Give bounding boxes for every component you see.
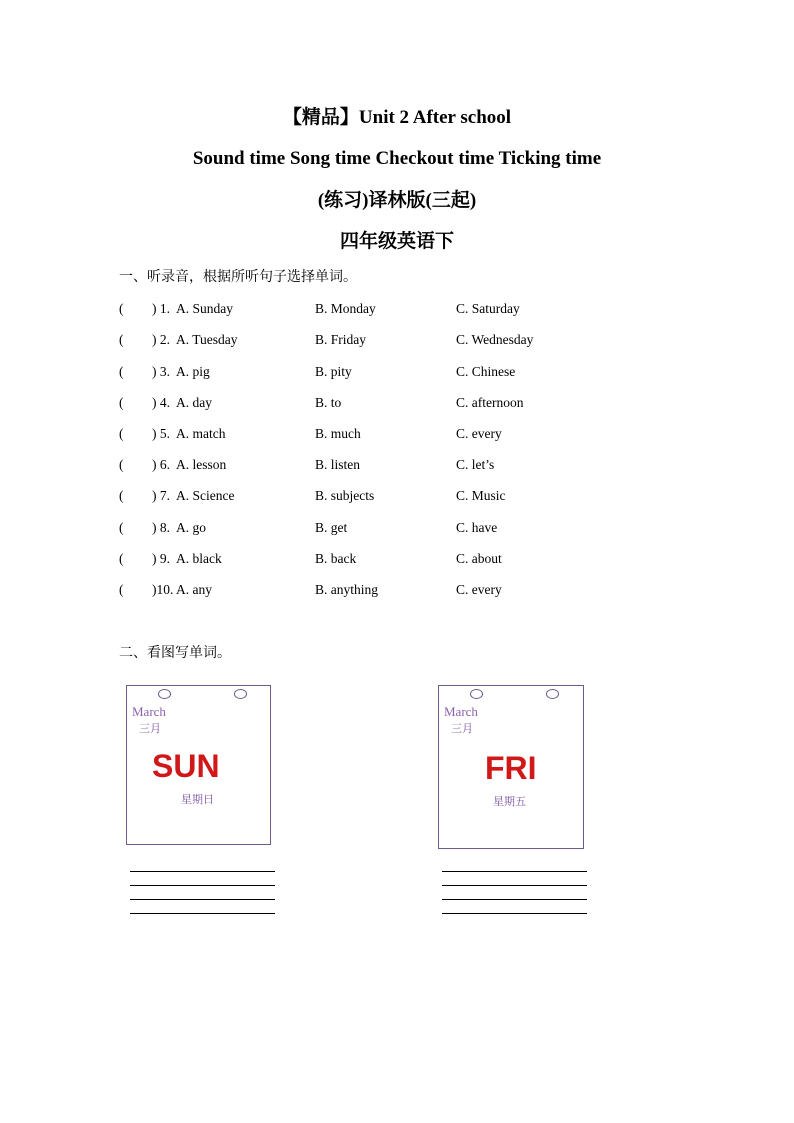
question-row [119, 519, 679, 537]
option-b: B. get [315, 520, 348, 535]
question-row [119, 394, 679, 412]
answer-blank[interactable]: ( [119, 551, 124, 566]
option-a: A. go [176, 520, 206, 535]
option-b: B. anything [315, 582, 378, 597]
calendar-day: FRI [485, 750, 537, 786]
calendar-month-cn: 三月 [139, 722, 161, 735]
writing-line[interactable] [442, 871, 587, 872]
option-a: A. pig [176, 364, 210, 379]
option-c: C. have [456, 520, 498, 535]
writing-line[interactable] [442, 899, 587, 900]
calendar-ring-icon [234, 689, 247, 699]
question-number: ) 1. [152, 301, 170, 316]
option-c: C. about [456, 551, 502, 566]
answer-blank[interactable]: ( [119, 364, 124, 379]
option-c: C. afternoon [456, 395, 524, 410]
answer-blank[interactable]: ( [119, 520, 124, 535]
question-row [119, 456, 679, 474]
option-a: A. any [176, 582, 212, 597]
option-a: A. black [176, 551, 222, 566]
writing-line[interactable] [442, 913, 587, 914]
option-b: B. much [315, 426, 361, 441]
question-number: ) 6. [152, 457, 170, 472]
question-number: ) 8. [152, 520, 170, 535]
answer-blank[interactable]: ( [119, 426, 124, 441]
question-number: ) 2. [152, 332, 170, 347]
writing-line[interactable] [442, 885, 587, 886]
answer-blank[interactable]: ( [119, 301, 124, 316]
option-b: B. Friday [315, 332, 367, 347]
calendar-day-cn: 星期五 [493, 795, 526, 808]
title-line-2: Sound time Song time Checkout time Ticking time [192, 148, 602, 169]
option-b: B. listen [315, 457, 361, 472]
calendar-month-cn: 三月 [451, 722, 473, 735]
option-b: B. subjects [315, 488, 375, 503]
question-number: ) 4. [152, 395, 170, 410]
calendar-sunday [126, 685, 271, 845]
title-line-4: 四年级英语下 [339, 231, 454, 252]
question-row [119, 363, 679, 381]
question-number: ) 5. [152, 426, 170, 441]
title-line-3: (练习)译林版(三起) [317, 190, 477, 211]
option-a: A. Sunday [176, 301, 233, 316]
option-c: C. every [456, 582, 502, 597]
calendar-ring-icon [158, 689, 171, 699]
question-number: ) 7. [152, 488, 170, 503]
question-number: ) 9. [152, 551, 170, 566]
option-a: A. Science [176, 488, 235, 503]
option-b: B. to [315, 395, 342, 410]
calendar-ring-icon [546, 689, 559, 699]
option-c: C. let’s [456, 457, 495, 472]
option-c: C. every [456, 426, 502, 441]
section1-title: 一、听录音，根据所听句子选择单词。 [119, 270, 357, 285]
calendar-month: March [444, 704, 478, 719]
question-number: )10. [152, 582, 174, 597]
option-c: C. Wednesday [456, 332, 534, 347]
option-b: B. Monday [315, 301, 376, 316]
writing-line[interactable] [130, 913, 275, 914]
answer-blank[interactable]: ( [119, 332, 124, 347]
option-c: C. Music [456, 488, 506, 503]
answer-blank[interactable]: ( [119, 582, 124, 597]
calendar-day: SUN [152, 748, 220, 784]
calendar-month: March [132, 704, 166, 719]
question-row [119, 550, 679, 568]
question-number: ) 3. [152, 364, 170, 379]
option-a: A. day [176, 395, 212, 410]
answer-blank[interactable]: ( [119, 395, 124, 410]
question-row [119, 487, 679, 505]
calendar-day-cn: 星期日 [181, 793, 214, 806]
option-c: C. Chinese [456, 364, 516, 379]
question-row [119, 331, 679, 349]
question-row [119, 300, 679, 318]
writing-line[interactable] [130, 871, 275, 872]
answer-blank[interactable]: ( [119, 488, 124, 503]
option-a: A. Tuesday [176, 332, 238, 347]
option-b: B. back [315, 551, 357, 566]
question-row [119, 425, 679, 443]
writing-line[interactable] [130, 885, 275, 886]
title-line-1: 【精品】Unit 2 After school [282, 107, 512, 128]
section2-title: 二、看图写单词。 [119, 646, 231, 661]
answer-blank[interactable]: ( [119, 457, 124, 472]
question-row [119, 581, 679, 599]
option-c: C. Saturday [456, 301, 520, 316]
option-a: A. match [176, 426, 226, 441]
writing-line[interactable] [130, 899, 275, 900]
option-a: A. lesson [176, 457, 227, 472]
option-b: B. pity [315, 364, 352, 379]
calendar-friday [438, 685, 584, 849]
calendar-ring-icon [470, 689, 483, 699]
